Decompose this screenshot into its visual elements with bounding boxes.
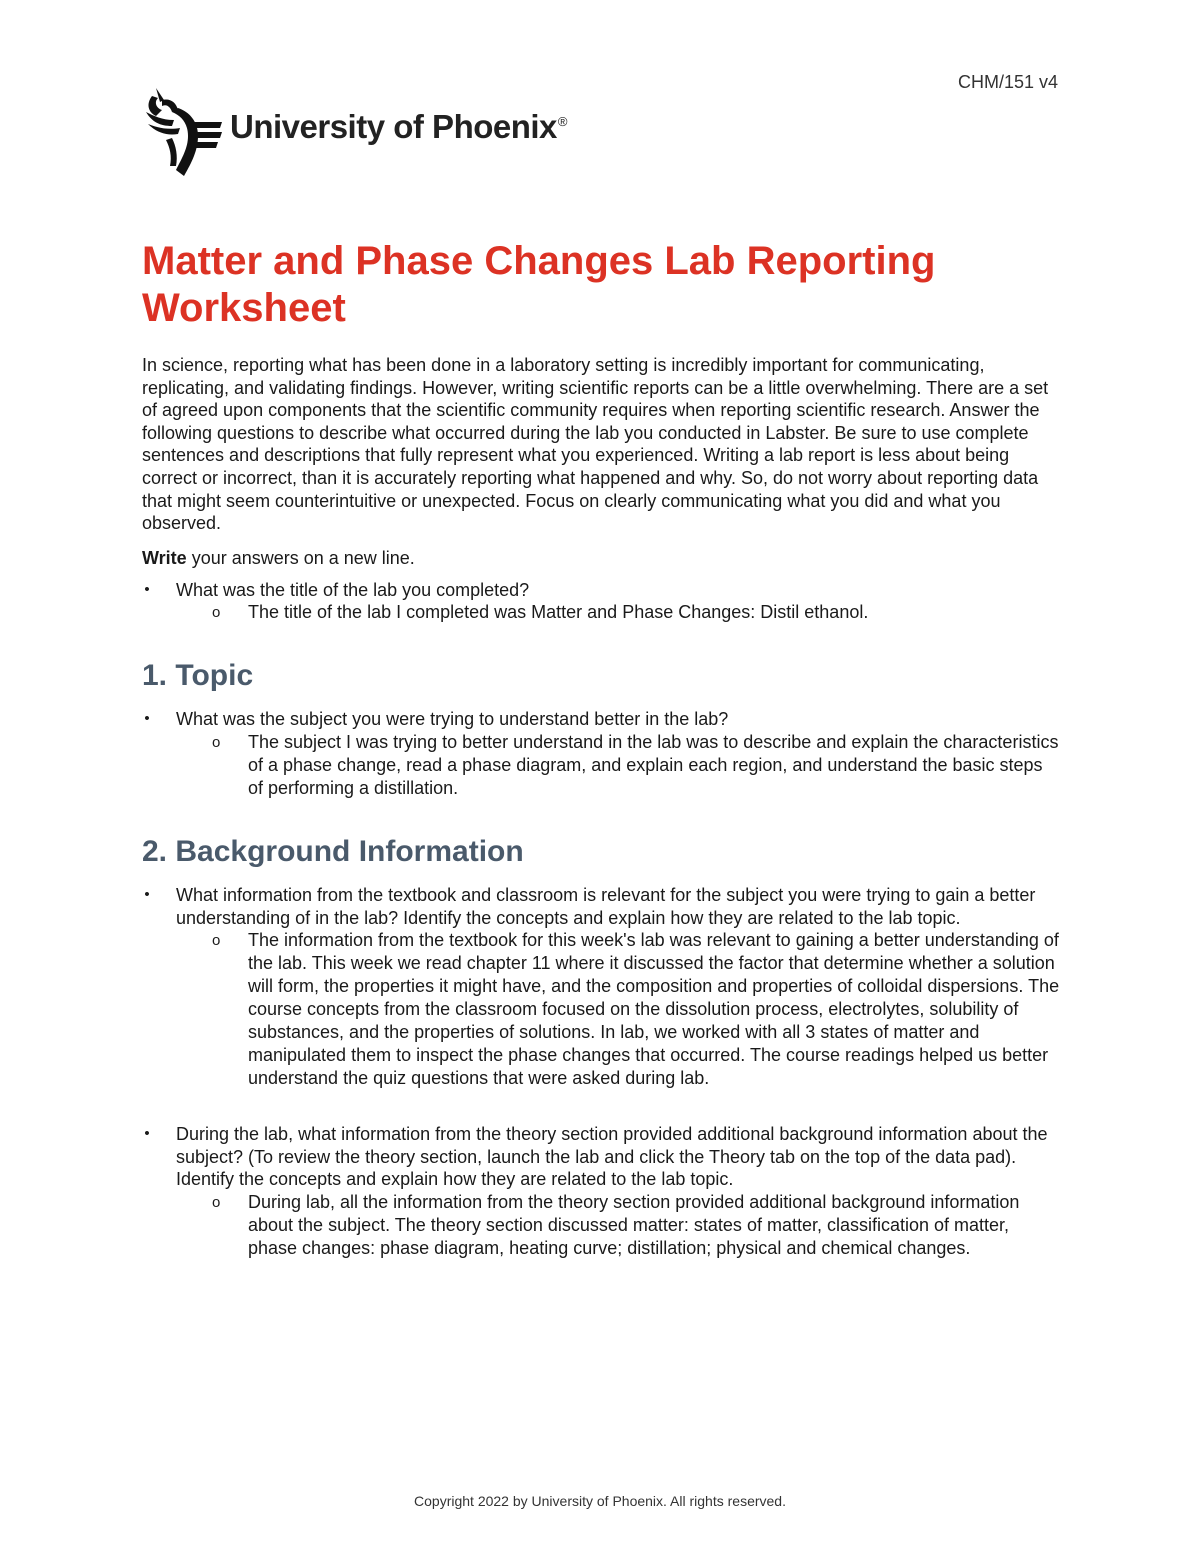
question-item (142, 1123, 1062, 1260)
instruction-text: your answers on a new line. (186, 547, 415, 568)
bullet: • (144, 1125, 150, 1143)
registered-mark: ® (557, 114, 568, 129)
answer-list (176, 601, 1062, 624)
instruction-bold: Write (142, 547, 187, 568)
instruction-line (142, 547, 1062, 569)
answer-item (212, 929, 1062, 1090)
sub-bullet: o (212, 733, 221, 751)
answer-list (176, 929, 1062, 1090)
question-text: What information from the textbook and classroom is relevant for the subject you were trying to gain a better understanding of in the lab? Identify the concepts and explain how they are related to the lab topic. (176, 884, 1036, 928)
question-list (142, 579, 1062, 625)
sub-bullet: o (212, 1193, 221, 1211)
logo-text (230, 108, 567, 146)
question-text: What was the title of the lab you completed? (176, 579, 530, 600)
course-code: CHM/151 v4 (957, 72, 1058, 92)
question-list (142, 884, 1062, 1260)
logo-wordmark: University of Phoenix (230, 108, 557, 145)
document-body (142, 238, 1062, 1260)
page-title: Matter and Phase Changes Lab Reporting Worksheet (142, 239, 936, 330)
answer-text: The title of the lab I completed was Matter and Phase Changes: Distil ethanol. (248, 602, 869, 623)
sub-bullet: o (212, 604, 221, 622)
copyright-footer: Copyright 2022 by University of Phoenix. All rights reserved. (414, 1493, 786, 1509)
question-item (142, 708, 1062, 800)
section-heading-background: 2. Background Information (142, 834, 524, 868)
answer-list (176, 1191, 1062, 1260)
answer-text: The subject I was trying to better understand in the lab was to describe and explain the characteristics of a phase change, read a phase diagram, and explain each region, and understand the basic steps of performing a distillation. (248, 731, 1059, 798)
intro-paragraph: In science, reporting what has been done in a laboratory setting is incredibly important for communicating, replicating, and validating findings. However, writing scientific reports can be a little overwhelming. There are a set of agreed upon components that the scientific community requires when reporting scientific research. Answer the following questions to describe what occurred during the lab you conducted in Labster. Be sure to use complete sentences and descriptions that fully represent what you experienced. Writing a lab report is less about being correct or incorrect, than it is accurately reporting what happened and why. So, do not worry about reporting data that might seem counterintuitive or unexpected. Focus on clearly communicating what you did and what you observed. (142, 355, 1049, 534)
question-item (142, 579, 1062, 625)
question-text: What was the subject you were trying to understand better in the lab? (176, 709, 729, 730)
question-text: During the lab, what information from the theory section provided additional background information about the subject? (To review the theory section, launch the lab and click the Theory tab on the top of the data pad). Identify the concepts and explain how they are related to the lab topic. (176, 1124, 1048, 1190)
university-logo (142, 82, 567, 178)
section-heading-topic: 1. Topic (142, 659, 254, 693)
phoenix-bird-icon (142, 82, 224, 178)
bullet: • (144, 885, 150, 903)
answer-item (212, 1191, 1062, 1260)
sub-bullet: o (212, 932, 221, 950)
bullet: • (144, 580, 150, 598)
question-list (142, 708, 1062, 800)
bullet: • (144, 710, 150, 728)
answer-item (212, 601, 1062, 624)
answer-item (212, 731, 1062, 800)
answer-list (176, 731, 1062, 800)
answer-text: The information from the textbook for this week's lab was relevant to gaining a better understanding of the lab. This week we read chapter 11 where it discussed the factor that determine whether a solution will form, the properties it might have, and the composition and properties of colloidal dispersions. The course concepts from the classroom focused on the dissolution process, electrolytes, solubility of substances, and the properties of solutions. In lab, we worked with all 3 states of matter and manipulated them to inspect the phase changes that occurred. The course readings helped us better understand the quiz questions that were asked during lab. (248, 930, 1060, 1089)
question-item (142, 884, 1062, 1123)
answer-text: During lab, all the information from the theory section provided additional background information about the subject. The theory section discussed matter: states of matter, classification of matter, phase changes: phase diagram, heating curve; distillation; physical and chemical changes. (248, 1191, 1020, 1258)
